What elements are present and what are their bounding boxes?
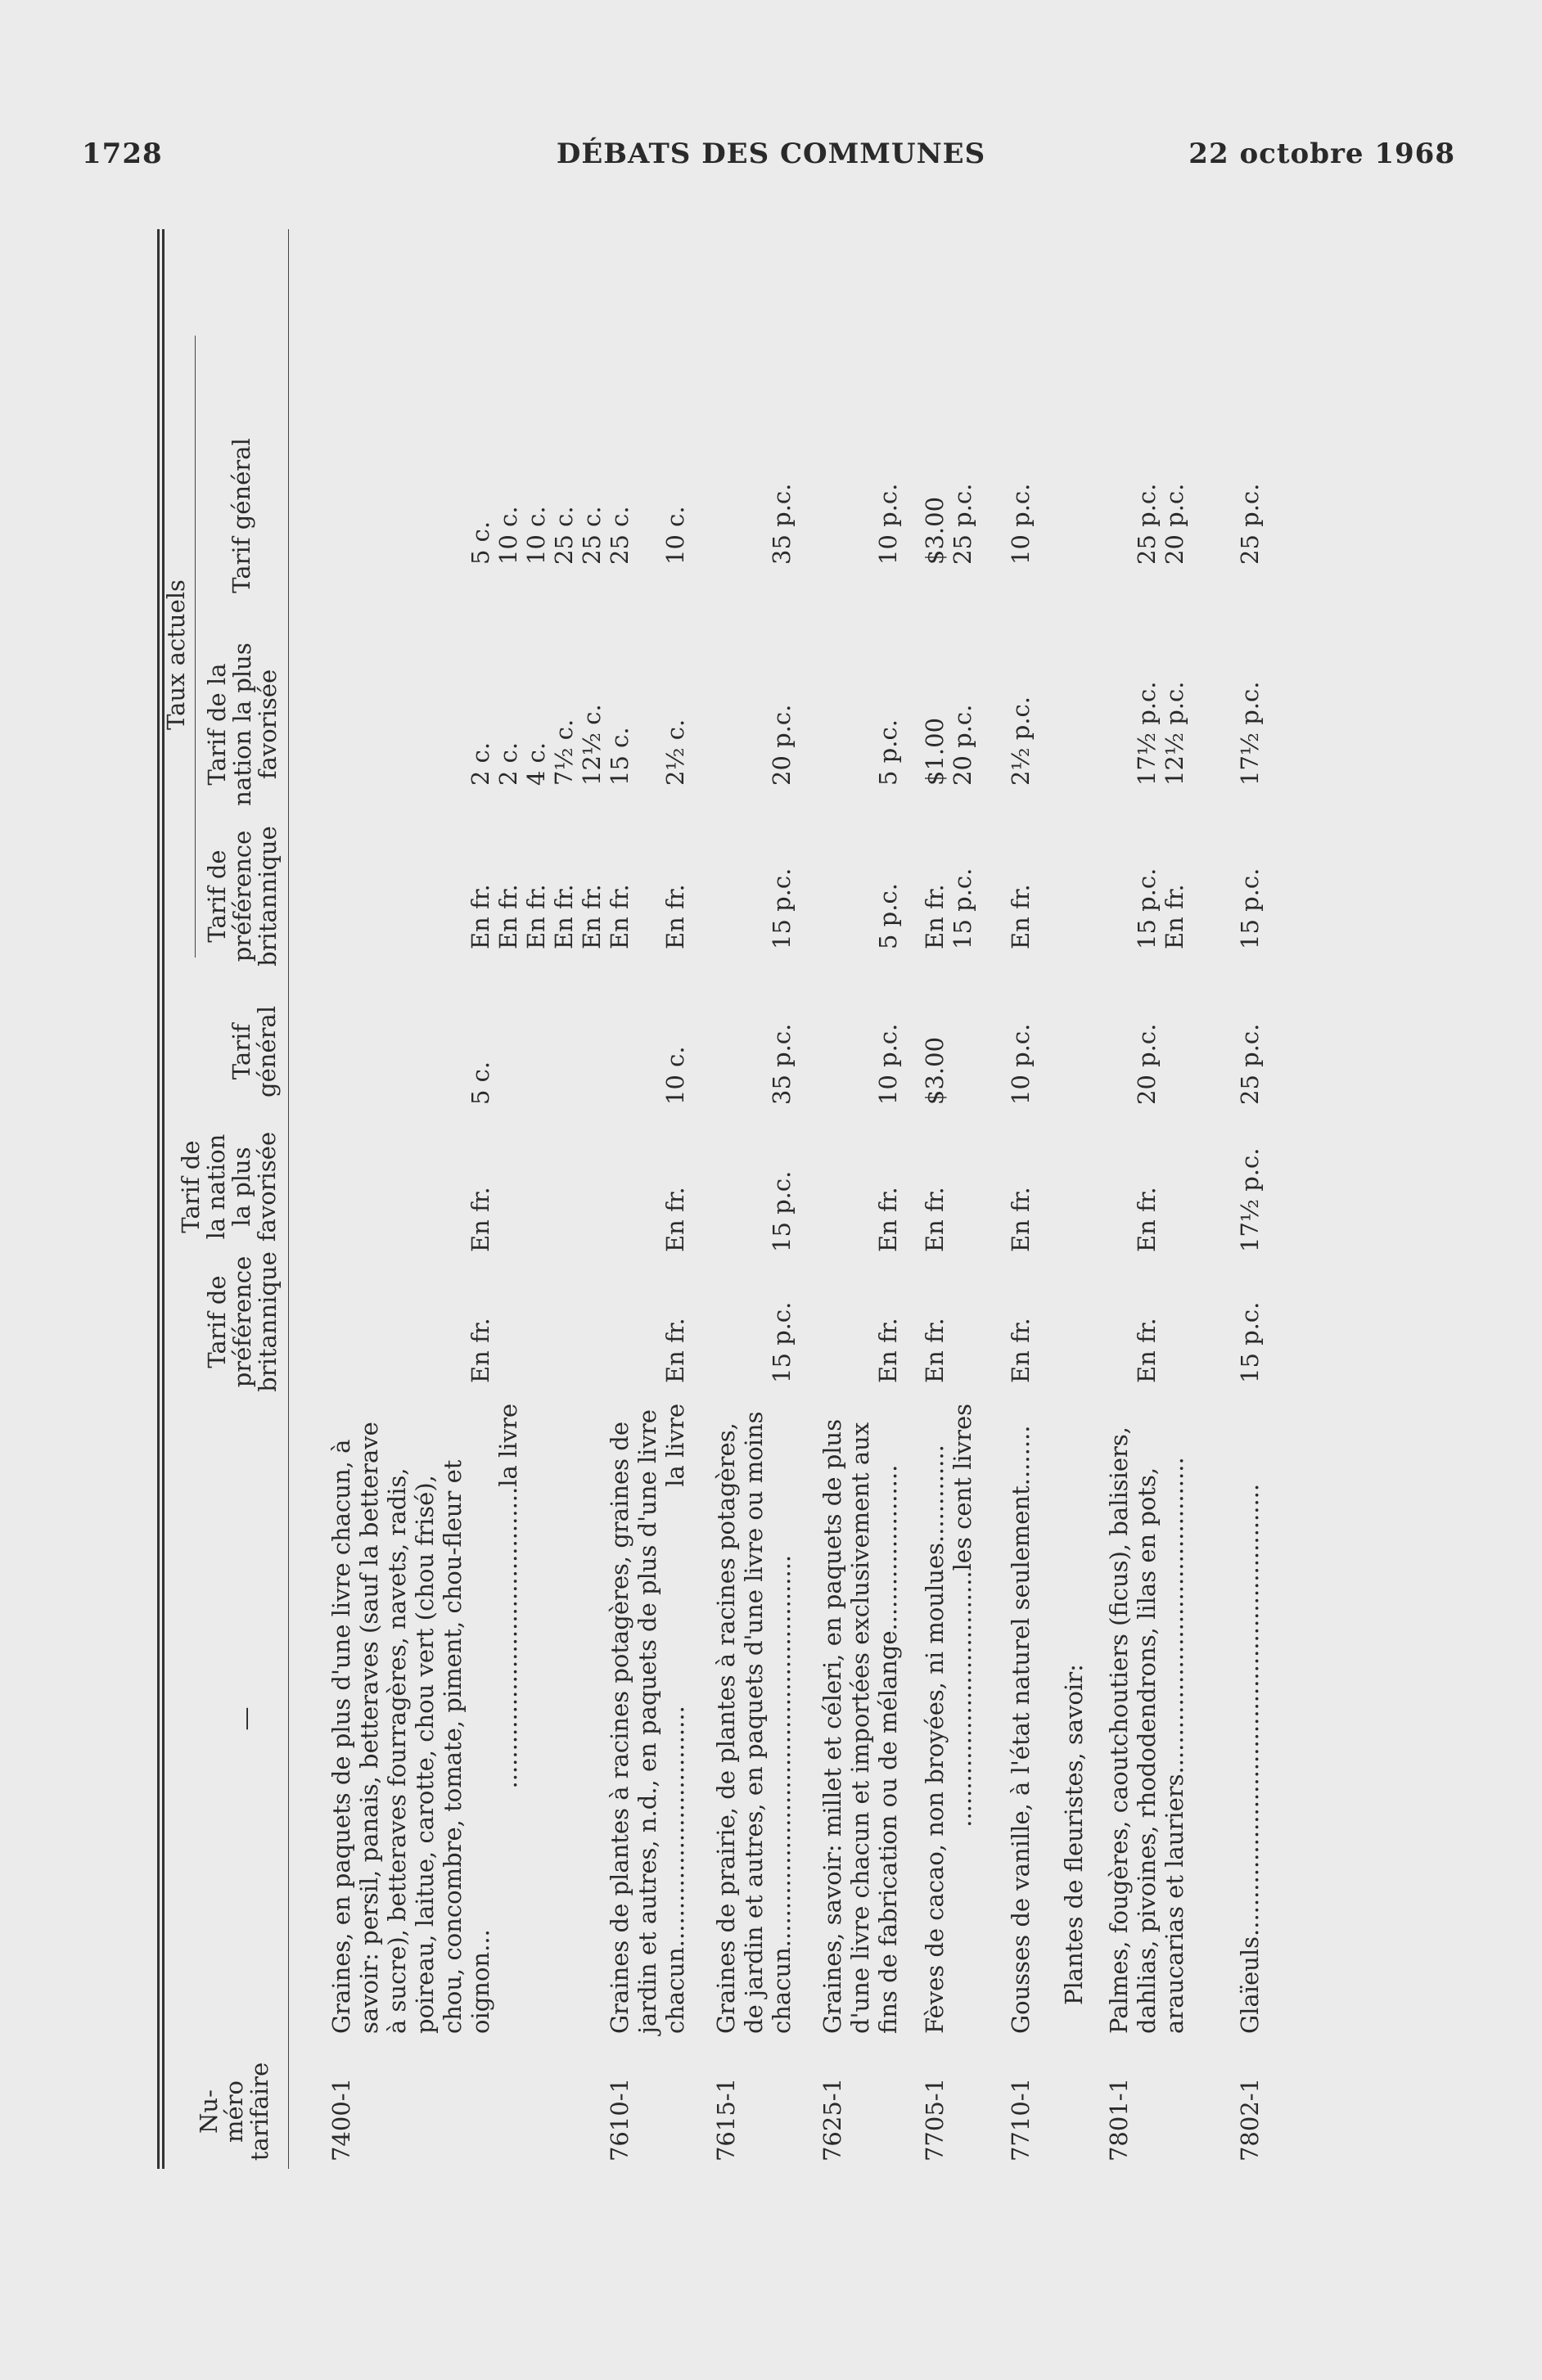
current-mfn-rates: 5 p.c.: [874, 719, 902, 786]
header-current-rates: Taux actuels: [162, 579, 190, 730]
header-new-general: Tarif général: [228, 1006, 281, 1098]
new-mfn-rate: En fr.: [921, 1187, 949, 1252]
current-mfn-rates: 2½ p.c.: [1007, 696, 1035, 786]
page-number: 1728: [82, 137, 163, 170]
table-top-rule: [157, 229, 160, 2169]
new-british-rate: En fr.: [1007, 1318, 1035, 1383]
item-description: Graines, en paquets de plus d'une livre chacun, à savoir: persil, panais, betteraves (sauf la betterave à sucre), betteraves fourragères, navets, radis, poireau, laitue, carotte, chou vert (chou frisé), chou, concombre, tomate, piment, chou-fleur et oignon... ........................................la livre: [327, 1404, 522, 2034]
current-british-rates: 15 p.c.: [1236, 868, 1264, 949]
new-mfn-rate: En fr.: [1007, 1187, 1035, 1252]
current-mfn-rates: 17½ p.c.: [1236, 681, 1264, 786]
tariff-number: 7801-1: [1105, 2077, 1133, 2162]
current-british-rates: En fr.: [661, 884, 689, 949]
header-current-general: Tarif général: [228, 438, 255, 593]
page-header: [0, 137, 1542, 187]
header-current-mfn: Tarif de la nation la plus favorisée: [203, 642, 282, 806]
tariff-number: 7705-1: [921, 2077, 949, 2162]
current-general-rates: 25 p.c.: [1236, 483, 1264, 565]
tariff-number: 7710-1: [1007, 2077, 1035, 2162]
new-british-rate: En fr.: [1133, 1318, 1161, 1383]
item-description: Palmes, fougères, caoutchoutiers (ficus), balisiers, dahlias, pivoines, rhododendrons, lilas en pots, araucarias et lauriers..........................................: [1105, 1426, 1188, 2034]
item-unit: ........................................la livre: [494, 1404, 522, 1789]
tariff-number: 7802-1: [1236, 2077, 1264, 2162]
new-british-rate: 15 p.c.: [1236, 1301, 1264, 1383]
issue-date: 22 octobre 1968: [1188, 137, 1455, 170]
new-british-rate: 15 p.c.: [768, 1301, 796, 1383]
new-mfn-rate: En fr.: [467, 1187, 494, 1252]
new-british-rate: En fr.: [874, 1318, 902, 1383]
new-general-rate: 10 p.c.: [874, 1023, 902, 1105]
item-description: Graines, savoir: millet et céleri, en paquets de plus d'une livre chacun et importées exclusivement aux fins de fabrication ou de mélange......................: [818, 1418, 902, 2034]
new-british-rate: En fr.: [467, 1318, 494, 1383]
header-current-british: Tarif de préférence britannique: [203, 826, 282, 967]
current-general-rates: 10 c.: [661, 506, 689, 565]
item-description: Gousses de vanille, à l'état naturel seulement........: [1007, 1425, 1035, 2034]
new-general-rate: 20 p.c.: [1133, 1023, 1161, 1105]
new-mfn-rate: En fr.: [874, 1187, 902, 1252]
item-description: Glaïeuls............................................................: [1236, 1483, 1264, 2034]
new-british-rate: En fr.: [661, 1318, 689, 1383]
current-mfn-rates: $1.00 20 p.c.: [921, 704, 976, 786]
current-rates-rule: [195, 336, 196, 958]
current-mfn-rates: 2 c. 2 c. 4 c. 7½ c. 12½ c. 15 c.: [467, 704, 633, 786]
current-general-rates: $3.00 25 p.c.: [921, 483, 976, 565]
item-description: Graines de plantes à racines potagères, graines de jardin et autres, n.d., en paquets de plus d'une livre chacun................................ la livre: [606, 1404, 689, 2034]
new-general-rate: 5 c.: [467, 1061, 494, 1105]
new-general-rate: 35 p.c.: [768, 1023, 796, 1105]
current-british-rates: En fr. En fr. En fr. En fr. En fr. En fr.: [467, 884, 633, 949]
new-mfn-rate: 17½ p.c.: [1236, 1147, 1264, 1252]
tariff-number: 7400-1: [327, 2077, 355, 2162]
new-mfn-rate: En fr.: [1133, 1187, 1161, 1252]
header-number: Nu- méro tarifaire: [195, 2062, 273, 2161]
current-mfn-rates: 20 p.c.: [768, 704, 796, 786]
header-description: —: [232, 1706, 259, 1731]
current-british-rates: 15 p.c. En fr.: [1133, 868, 1188, 949]
current-british-rates: En fr. 15 p.c.: [921, 868, 976, 949]
item-unit: la livre: [661, 1404, 689, 1487]
current-general-rates: 10 p.c.: [874, 483, 902, 565]
tariff-number: 7610-1: [606, 2077, 633, 2162]
current-general-rates: 5 c. 10 c. 10 c. 25 c. 25 c. 25 c.: [467, 506, 633, 565]
tariff-table: [156, 229, 1400, 2169]
current-british-rates: 15 p.c.: [768, 868, 796, 949]
tariff-number: 7625-1: [818, 2077, 846, 2162]
item-description: Graines de prairie, de plantes à racines potagères, de jardin et autres, en paquets d'une livre ou moins chacun....................................................: [712, 1411, 796, 2034]
current-british-rates: 5 p.c.: [874, 883, 902, 949]
journal-title: DÉBATS DES COMMUNES: [556, 137, 986, 170]
new-british-rate: En fr.: [921, 1318, 949, 1383]
new-general-rate: 25 p.c.: [1236, 1023, 1264, 1105]
new-mfn-rate: En fr.: [661, 1187, 689, 1252]
current-british-rates: En fr.: [1007, 884, 1035, 949]
item-description: Fèves de cacao, non broyées, ni moulues............. ..................................les cent livres: [921, 1404, 976, 2034]
current-mfn-rates: 17½ p.c. 12½ p.c.: [1133, 681, 1188, 786]
header-new-mfn: Tarif de la nation la plus favorisée: [177, 1131, 281, 1242]
current-mfn-rates: 2½ c.: [661, 719, 689, 786]
current-general-rates: 25 p.c. 20 p.c.: [1133, 483, 1188, 565]
new-general-rate: 10 c.: [661, 1046, 689, 1105]
section-heading: Plantes de fleuristes, savoir:: [1060, 1664, 1088, 2005]
header-new-british: Tarif de préférence britannique: [203, 1251, 282, 1392]
new-mfn-rate: 15 p.c.: [768, 1170, 796, 1252]
current-general-rates: 35 p.c.: [768, 483, 796, 565]
header-bottom-rule: [288, 229, 289, 2169]
current-general-rates: 10 p.c.: [1007, 483, 1035, 565]
new-general-rate: 10 p.c.: [1007, 1023, 1035, 1105]
item-unit: ..................................les cent livres: [949, 1404, 976, 1828]
tariff-number: 7615-1: [712, 2077, 740, 2162]
new-general-rate: $3.00: [921, 1036, 949, 1105]
